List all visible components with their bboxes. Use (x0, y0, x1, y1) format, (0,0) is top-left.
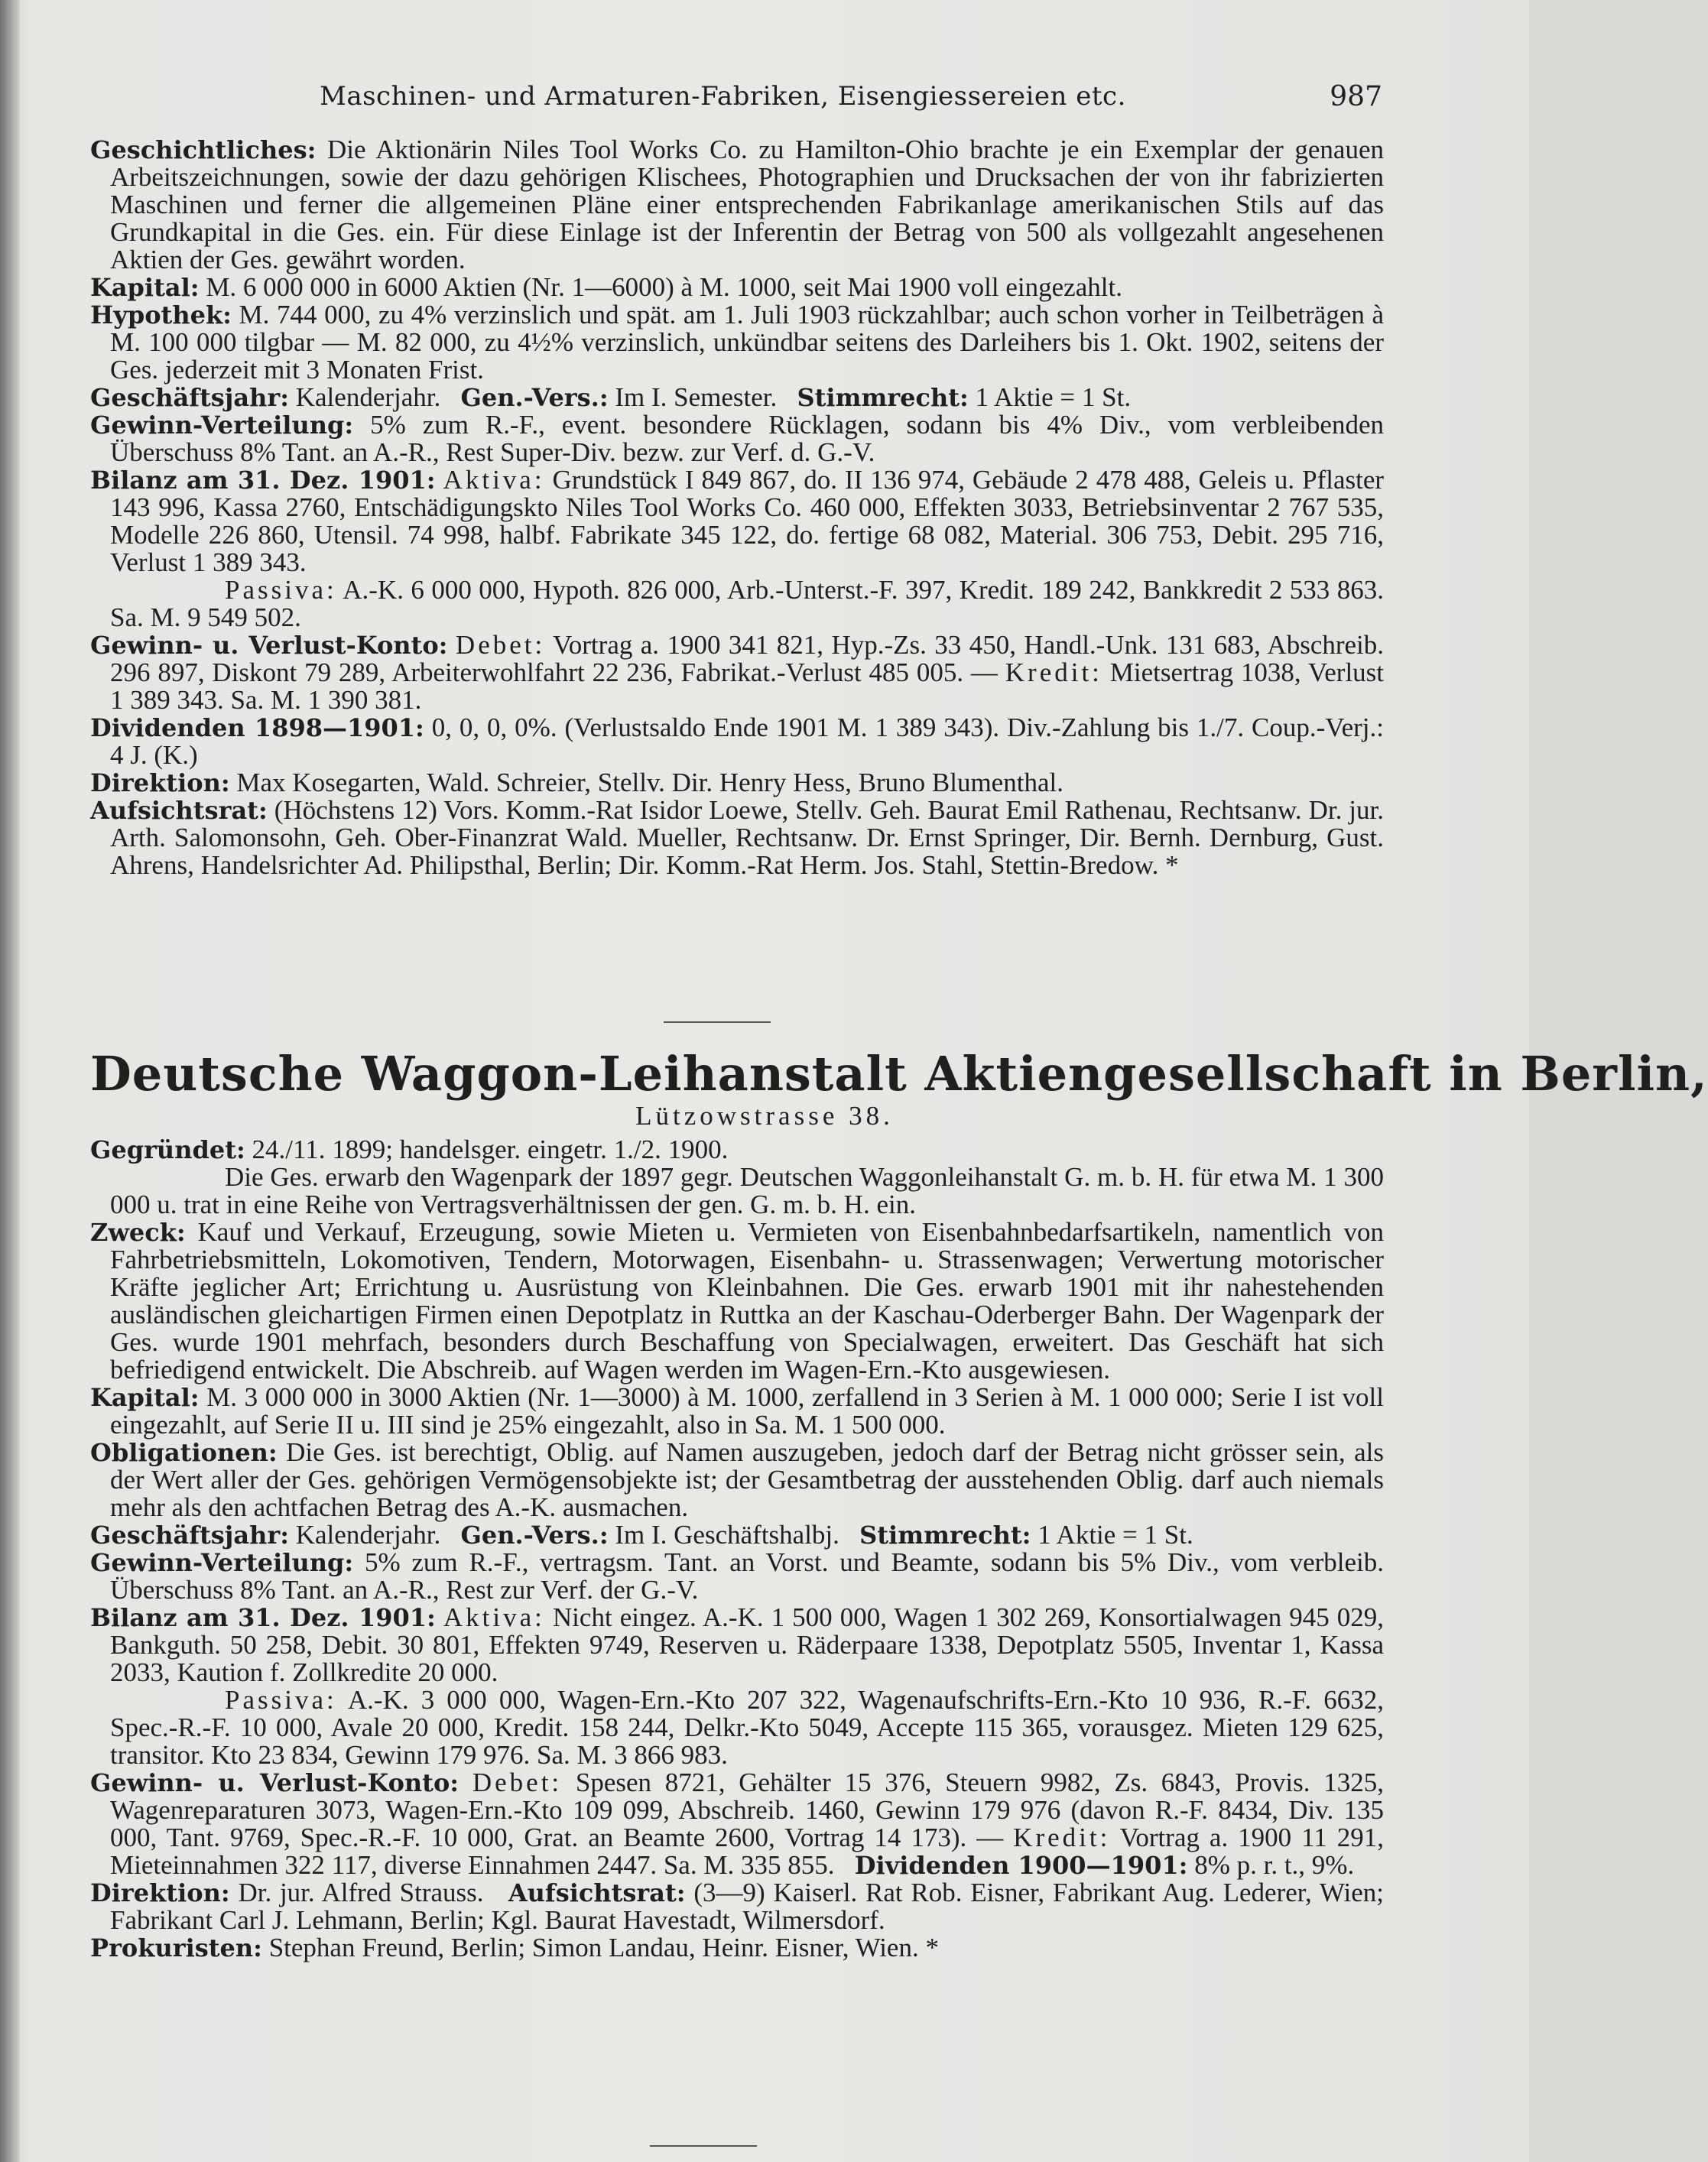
entry-geschaeftsjahr (90, 1521, 1384, 1549)
entry-text: 0, 0, 0, 0%. (Verlustsaldo Ende 1901 M. 1 389 343). Div.-Zahlung bis 1./7. Coup.-Verj.: 4 J. (K.) (110, 713, 1385, 770)
page-number: 987 (1330, 81, 1382, 112)
entry-text: M. 3 000 000 in 3000 Aktien (Nr. 1—3000) à M. 1000, zerfallend in 3 Serien à M. 1 000 000; Serie I ist voll eingezahlt, auf Serie II u. III sind je 25% eingezahlt, also in Sa. M. 1 500 000. (110, 1382, 1385, 1440)
entry-label: Gewinn- u. Verlust-Konto: (90, 631, 448, 660)
dividenden-text: 8% p. r. t., 9%. (1194, 1850, 1355, 1880)
entry-text: (Höchstens 12) Vors. Komm.-Rat Isidor Loewe, Stellv. Geh. Baurat Emil Rathenau, Rechtsanw. Dr. jur. Arth. Salomonsohn, Geh. Ober-Finanzrat Wald. Mueller, Rechtsanw. Dr. Ernst Springer, Dir. Bernh. Dernburg, Gust. Ahrens, Handelsrichter Ad. Philipsthal, Berlin; Dir. Komm.-Rat Herm. Jos. Stahl, Stettin-Bredow. * (110, 795, 1385, 880)
company-address: Lützowstrasse 38. (635, 1101, 894, 1131)
running-title: Maschinen- und Armaturen-Fabriken, Eisengiessereien etc. (320, 81, 1126, 112)
entry-label: Gegründet: (90, 1135, 245, 1164)
entry-text: Max Kosegarten, Wald. Schreier, Stellv. Dir. Henry Hess, Bruno Blumenthal. (236, 768, 1063, 797)
entry-dividenden (90, 714, 1384, 769)
entry-label: Kapital: (90, 273, 200, 302)
entry-aufsichtsrat (90, 797, 1384, 879)
passiva-text: A.-K. 6 000 000, Hypoth. 826 000, Arb.-Unterst.-F. 397, Kredit. 189 242, Bankkredit 2 533 863. Sa. M. 9 549 502. (110, 575, 1384, 632)
dividenden-label: Dividenden 1900—1901: (854, 1851, 1188, 1880)
entry-label: Gewinn-Verteilung: (90, 411, 354, 440)
entry-text: Die Aktionärin Niles Tool Works Co. zu Hamilton-Ohio brachte je ein Exemplar der genauen Arbeitszeichnungen, sowie der dazu gehörigen Klischees, Photographien und Drucksachen der von ihr fabrizierten Maschinen und ferner die allgemeinen Pläne einer entsprechenden Fabrikanlage amerikanischen Stils auf das Grundkapital in die Ges. ein. Für diese Einlage ist der Inferentin der Betrag von 500 als vollgezahlt angesehenen Aktien der Ges. gewährt worden. (110, 135, 1384, 274)
passiva-label: Passiva: (225, 575, 337, 605)
entry-text: 24./11. 1899; handelsger. eingetr. 1./2. 1900. (252, 1135, 729, 1164)
entry-gewinn-verteilung (90, 411, 1384, 466)
entry-bilanz (90, 466, 1384, 576)
section-divider (664, 1021, 771, 1023)
entry-kapital (90, 274, 1384, 301)
aktiva-text: Grundstück I 849 867, do. II 136 974, Gebäude 2 478 488, Geleis u. Pflaster 143 996, Kassa 2760, Entschädigungskto Niles Tool Works Co. 460 000, Effekten 3033, Betriebsinventar 2 767 535, Modelle 226 860, Utensil. 74 998, halbf. Fabrikate 345 122, do. fertige 68 082, Material. 306 753, Debit. 295 716, Verlust 1 389 343. (110, 465, 1385, 577)
entry-text: Kalenderjahr. (295, 1520, 441, 1550)
entry-label: Obligationen: (90, 1438, 278, 1467)
aktiva-label: Aktiva: (443, 465, 545, 495)
kredit-text: Mietsertrag 1038, Verlust 1 389 343. Sa. M. 1 390 381. (110, 657, 1385, 715)
debet-text: Vortrag a. 1900 341 821, Hyp.-Zs. 33 450, Handl.-Unk. 131 683, Abschreib. 296 897, Diskont 79 289, Arbeiterwohlfahrt 22 236, Fabrikat.-Verlust 485 005. — (110, 630, 1385, 687)
entry-label: Gewinn-Verteilung: (90, 1548, 354, 1577)
page-binding-edge (0, 0, 20, 2162)
stimmrecht-text: 1 Aktie = 1 St. (975, 382, 1132, 412)
entry-obligationen (90, 1439, 1384, 1521)
entry-geschaeftsjahr (90, 384, 1384, 411)
aktiva-text: Nicht eingez. A.-K. 1 500 000, Wagen 1 302 269, Konsortialwagen 945 029, Bankguth. 50 258, Debit. 30 801, Effekten 9749, Reserven u. Räderpaare 1338, Depotplatz 5505, Inventar 1, Kassa 2033, Kaution f. Zollkredite 20 000. (110, 1602, 1385, 1687)
entry-label: Bilanz am 31. Dez. 1901: (90, 1603, 436, 1632)
gen-vers-text: Im I. Geschäftshalbj. (615, 1520, 839, 1550)
entry-direktion (90, 769, 1384, 797)
entry-gegruendet (90, 1136, 1384, 1164)
gen-vers-text: Im I. Semester. (615, 382, 778, 412)
entry-bilanz (90, 1604, 1384, 1686)
kredit-text: Vortrag a. 1900 11 291, Mieteinnahmen 322 117, diverse Einnahmen 2447. Sa. M. 335 855. (110, 1823, 1384, 1880)
entry-guv (90, 1769, 1384, 1879)
entry-label: Direktion: (90, 768, 230, 797)
aktiva-label: Aktiva: (443, 1602, 545, 1632)
debet-label: Debet: (455, 630, 546, 660)
entry-label: Geschäftsjahr: (90, 1521, 289, 1550)
entry-label: Dividenden 1898—1901: (90, 713, 424, 742)
kredit-label: Kredit: (1005, 657, 1102, 687)
entry-label: Gewinn- u. Verlust-Konto: (90, 1768, 459, 1797)
debet-text: Spesen 8721, Gehälter 15 376, Steuern 9982, Zs. 6843, Provis. 1325, Wagenreparaturen 3073, Wagen-Ern.-Kto 109 099, Abschreib. 1460, Gewinn 179 976 (davon R.-F. 8434, Div. 135 000, Tant. 9769, Spec.-R.-F. 10 000, Grat. an Beamte 2600, Vortrag 14 173). — (110, 1768, 1384, 1852)
entry-bilanz-passiva (90, 576, 1384, 631)
aufsichtsrat-label: Aufsichtsrat: (508, 1878, 686, 1907)
entry-geschichtliches (90, 136, 1384, 274)
entry-text: 5% zum R.-F., event. besondere Rücklagen, sodann bis 4% Div., vom verbleibenden Überschuss 8% Tant. an A.-R., Rest Super-Div. bezw. zur Verf. d. G.-V. (110, 410, 1385, 467)
entry-label: Geschichtliches: (90, 135, 317, 164)
entry-zweck (90, 1219, 1384, 1384)
section-waggon-leihanstalt (90, 1136, 1384, 1962)
stimmrecht-text: 1 Aktie = 1 St. (1037, 1520, 1193, 1550)
entry-guv (90, 631, 1384, 714)
company-title: Deutsche Waggon-Leihanstalt Aktiengesellschaft in Berlin, (90, 1046, 1708, 1102)
entry-label: Hypothek: (90, 300, 232, 329)
section-previous-company (90, 136, 1384, 879)
entry-text: Kauf und Verkauf, Erzeugung, sowie Mieten u. Vermieten von Eisenbahnbedarfsartikeln, namentlich von Fahrbetriebsmitteln, Lokomotiven, Tendern, Motorwagen, Eisenbahn- u. Strassenwagen; Verwertung motorischer Kräfte jeglicher Art; Errichtung u. Ausrüstung von Kleinbahnen. Die Ges. erwarb 1901 mit ihr nahestehenden ausländischen gleichartigen Firmen einen Depotplatz in Ruttka an der Kaschau-Oderberger Bahn. Der Wagenpark der Ges. wurde 1901 mehrfach, besonders durch Beschaffung von Specialwagen, erweitert. Das Geschäft hat sich befriedigend entwickelt. Die Abschreib. auf Wagen werden im Wagen-Ern.-Kto ausgewiesen. (110, 1217, 1384, 1385)
passiva-label: Passiva: (225, 1685, 337, 1715)
bottom-divider (650, 2145, 757, 2147)
entry-text: 5% zum R.-F., vertragsm. Tant. an Vorst. und Beamte, sodann bis 5% Div., vom verbleib. Überschuss 8% Tant. an A.-R., Rest zur Verf. der G.-V. (110, 1547, 1384, 1605)
entry-gewinn-verteilung (90, 1549, 1384, 1604)
entry-bilanz-passiva (90, 1686, 1384, 1769)
entry-label: Kapital: (90, 1383, 200, 1412)
entry-text: Die Ges. ist berechtigt, Oblig. auf Namen auszugeben, jedoch darf der Betrag nicht grösser sein, als der Wert aller der Ges. gehörigen Vermögensobjekte ist; der Gesamtbetrag der ausstehenden Oblig. darf auch niemals mehr als den achtfachen Betrag des A.-K. ausmachen. (110, 1437, 1384, 1522)
kredit-label: Kredit: (1013, 1823, 1111, 1852)
entry-label: Geschäftsjahr: (90, 383, 289, 412)
entry-kapital (90, 1384, 1384, 1439)
page-header (90, 81, 1382, 119)
entry-label: Zweck: (90, 1218, 186, 1247)
gen-vers-label: Gen.-Vers.: (460, 383, 609, 412)
entry-text: Kalenderjahr. (295, 382, 441, 412)
stimmrecht-label: Stimmrecht: (797, 383, 969, 412)
debet-label: Debet: (472, 1768, 563, 1797)
entry-text: M. 744 000, zu 4% verzinslich und spät. am 1. Juli 1903 rückzahlbar; auch schon vorher in Teilbeträgen à M. 100 000 tilgbar — M. 82 000, zu 4½% verzinslich, unkündbar seitens des Darleihers bis 1. Okt. 1902, seitens der Ges. jederzeit mit 3 Monaten Frist. (110, 300, 1384, 385)
entry-label: Direktion: (90, 1878, 230, 1907)
entry-gegruendet-note (90, 1164, 1384, 1219)
entry-text: Stephan Freund, Berlin; Simon Landau, Heinr. Eisner, Wien. * (268, 1933, 939, 1962)
entry-text: M. 6 000 000 in 6000 Aktien (Nr. 1—6000) à M. 1000, seit Mai 1900 voll eingezahlt. (206, 272, 1122, 302)
entry-label: Prokuristen: (90, 1933, 262, 1962)
entry-direktion (90, 1879, 1384, 1934)
entry-hypothek (90, 301, 1384, 384)
entry-label: Aufsichtsrat: (90, 796, 268, 825)
passiva-text: A.-K. 3 000 000, Wagen-Ern.-Kto 207 322, Wagenaufschrifts-Ern.-Kto 10 936, R.-F. 6632, Spec.-R.-F. 10 000, Avale 20 000, Kredit. 158 244, Delkr.-Kto 5049, Accepte 115 365, vorausgez. Mieten 129 625, transitor. Kto 23 834, Gewinn 179 976. Sa. M. 3 866 983. (110, 1685, 1385, 1770)
entry-prokuristen (90, 1934, 1384, 1962)
entry-label: Bilanz am 31. Dez. 1901: (90, 466, 436, 495)
aufsichtsrat-text: (3—9) Kaiserl. Rat Rob. Eisner, Fabrikant Aug. Lederer, Wien; Fabrikant Carl J. Lehmann, Berlin; Kgl. Baurat Havestadt, Wilmersdorf. (110, 1878, 1385, 1935)
stimmrecht-label: Stimmrecht: (859, 1521, 1031, 1550)
gen-vers-label: Gen.-Vers.: (460, 1521, 609, 1550)
entry-text: Die Ges. erwarb den Wagenpark der 1897 gegr. Deutschen Waggonleihanstalt G. m. b. H. für etwa M. 1 300 000 u. trat in eine Reihe von Vertragsverhältnissen der gen. G. m. b. H. ein. (110, 1162, 1384, 1219)
entry-text: Dr. jur. Alfred Strauss. (238, 1878, 484, 1907)
